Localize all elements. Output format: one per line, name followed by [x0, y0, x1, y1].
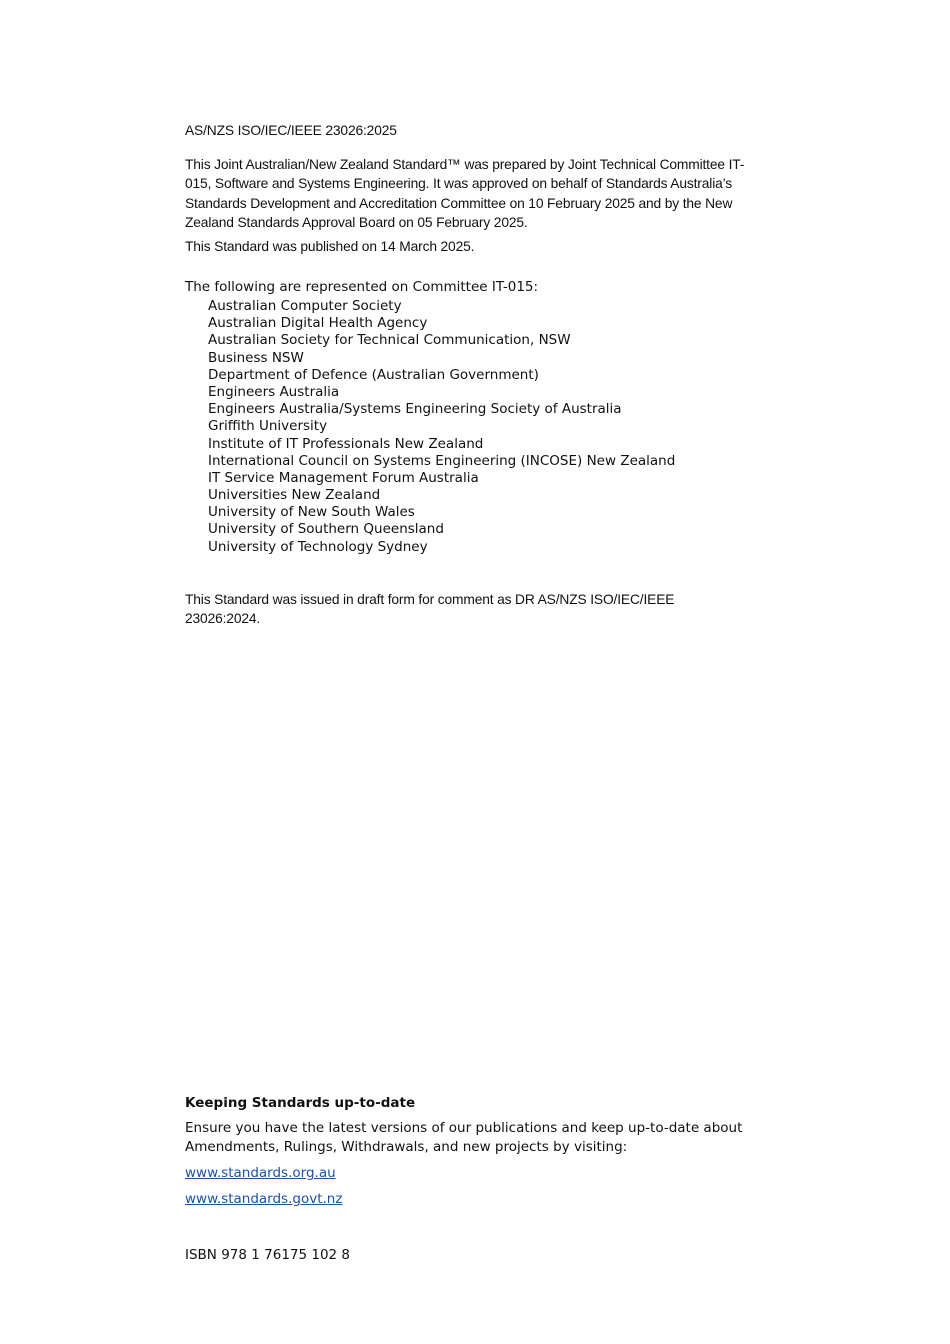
list-item: University of Southern Queensland [208, 521, 444, 538]
list-item: University of New South Wales [208, 504, 415, 521]
committee-intro: The following are represented on Committee IT-015: [185, 279, 539, 295]
committee-member-list [208, 298, 675, 556]
keeping-up-to-date-paragraph: Ensure you have the latest versions of our publications and keep up-to-date about Amendments, Rulings, Withdrawals, and new projects by visiting: [185, 1120, 743, 1155]
list-item: Australian Computer Society [208, 298, 402, 314]
publication-date-paragraph: This Standard was published on 14 March 2025. [185, 239, 475, 254]
list-item: Griffith University [208, 418, 328, 435]
approval-paragraph: This Joint Australian/New Zealand Standard™ was prepared by Joint Technical Committee IT-015, Software and Systems Engineering. It was approved on behalf of Standards Australia’s Standards Development and Accreditation Committee on 10 February 2025 and by the New Zealand Standards Approval Board on 05 February 2025. [185, 157, 745, 230]
list-item: Institute of IT Professionals New Zealand [208, 435, 484, 452]
list-item: IT Service Management Forum Australia [208, 469, 479, 486]
list-item: University of Technology Sydney [208, 538, 428, 555]
keeping-up-to-date-heading: Keeping Standards up-to-date [185, 1095, 416, 1111]
list-item: Business NSW [208, 349, 304, 366]
list-item: Department of Defence (Australian Government) [208, 366, 539, 383]
draft-note-paragraph: This Standard was issued in draft form for comment as DR AS/NZS ISO/IEC/IEEE 23026:2024. [185, 592, 675, 626]
isbn-number: ISBN 978 1 76175 102 8 [185, 1247, 351, 1263]
list-item: Australian Digital Health Agency [208, 315, 428, 332]
standard-designation: AS/NZS ISO/IEC/IEEE 23026:2025 [185, 123, 397, 138]
list-item: Engineers Australia/Systems Engineering Society of Australia [208, 401, 622, 418]
list-item: Australian Society for Technical Communication, NSW [208, 332, 571, 349]
standards-new-zealand-link[interactable]: www.standards.govt.nz [185, 1191, 343, 1207]
list-item: Universities New Zealand [208, 487, 381, 504]
list-item: International Council on Systems Engineering (INCOSE) New Zealand [208, 452, 676, 469]
standards-australia-link[interactable]: www.standards.org.au [185, 1165, 336, 1181]
list-item: Engineers Australia [208, 383, 340, 400]
